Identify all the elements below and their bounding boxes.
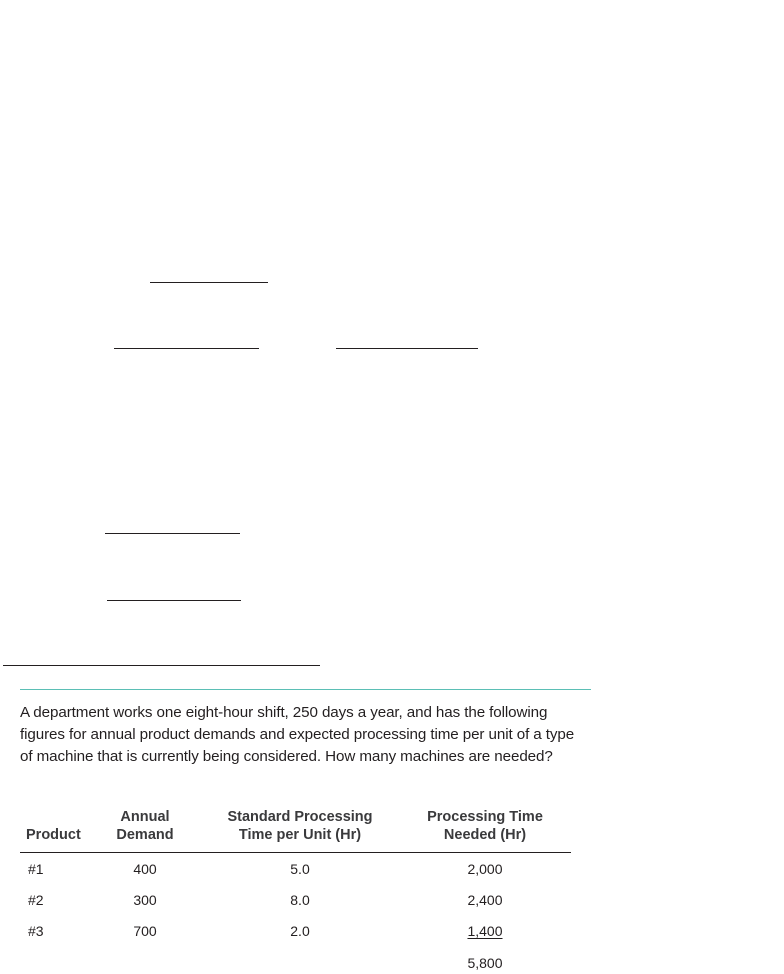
- row2-needed: 2,400: [467, 892, 503, 908]
- header-demand: [105, 808, 185, 844]
- row3-std-time: 2.0: [290, 923, 310, 939]
- row2-demand: 300: [133, 892, 157, 908]
- header-pt-line2: Needed (Hr): [443, 827, 527, 843]
- header-processing-time: [410, 808, 560, 844]
- processing-table: [20, 808, 571, 974]
- row1-product: #1: [28, 861, 44, 877]
- header-pt-line1: Processing Time: [427, 809, 543, 825]
- header-std-time: [210, 808, 390, 844]
- problem-top-rule: [20, 689, 591, 690]
- blank-line-2: [114, 348, 259, 349]
- row3-needed: 1,400: [467, 923, 503, 939]
- header-std-line2: Time per Unit (Hr): [238, 827, 362, 843]
- row1-demand: 400: [133, 861, 157, 877]
- row1-needed: 2,000: [467, 861, 503, 877]
- header-product-label: Product: [26, 827, 81, 843]
- header-rule: [20, 852, 571, 853]
- row3-needed-cell: [435, 922, 535, 940]
- header-std-line1: Standard Processing: [227, 809, 373, 825]
- header-demand-line2: Demand: [116, 827, 174, 843]
- blank-line-4: [105, 533, 240, 534]
- header-product: [20, 826, 101, 844]
- row1-std-time: 5.0: [290, 861, 310, 877]
- row3-demand: 700: [133, 923, 157, 939]
- row2-std-time: 8.0: [290, 892, 310, 908]
- blank-line-5: [107, 600, 241, 601]
- blank-line-3: [336, 348, 478, 349]
- row2-product: #2: [28, 892, 44, 908]
- row3-product: #3: [28, 923, 44, 939]
- header-demand-line1: Annual: [120, 809, 170, 825]
- section-divider: [3, 665, 320, 666]
- blank-line-1: [150, 282, 268, 283]
- total-needed: 5,800: [467, 955, 503, 971]
- problem-statement: A department works one eight-hour shift, 250 days a year, and has the following figures for annual product demands and expected processing time per unit of a type of machine that is currently being considered. How many machines are needed?: [20, 704, 575, 765]
